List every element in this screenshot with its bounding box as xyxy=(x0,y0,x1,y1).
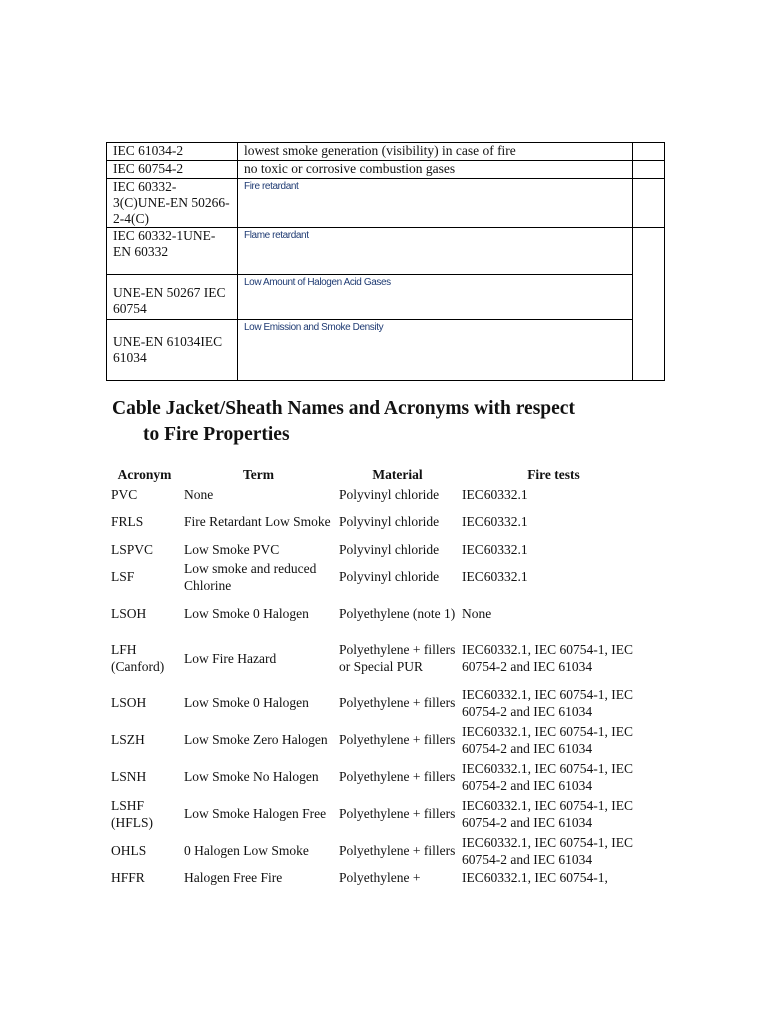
fire-tests-cell: IEC60332.1, IEC 60754-1, IEC 60754-2 and IEC 61034 xyxy=(462,686,633,719)
term-cell: Halogen Free Fire xyxy=(184,870,283,885)
acronym-cell: LSNH xyxy=(111,769,147,784)
standard-description: Low Emission and Smoke Density xyxy=(238,320,633,381)
material-cell: Polyethylene + fillers xyxy=(339,806,456,821)
table-row xyxy=(108,869,648,889)
table-row xyxy=(108,795,648,832)
acronym-cell: LSOH xyxy=(111,695,147,710)
material-cell: Polyvinyl chloride xyxy=(339,486,440,502)
fire-tests-cell: IEC60332.1, IEC 60754-1, IEC 60754-2 and IEC 61034 xyxy=(462,760,633,793)
table-row xyxy=(107,161,665,179)
term-cell: Low Smoke 0 Halogen xyxy=(184,695,309,710)
standard-description: Low Amount of Halogen Acid Gases xyxy=(238,275,633,320)
fire-tests-cell: IEC60332.1, IEC 60754-1, xyxy=(462,870,608,885)
acronym-cell: PVC xyxy=(111,486,138,502)
term-cell: 0 Halogen Low Smoke xyxy=(184,843,309,858)
acronym-cell: FRLS xyxy=(111,514,144,529)
heading-line-2: to Fire Properties xyxy=(143,424,290,445)
table-row xyxy=(108,503,648,540)
material-cell: Polyvinyl chloride xyxy=(339,514,440,529)
table-row xyxy=(108,758,648,795)
table-row xyxy=(108,595,648,632)
material-cell: Polyethylene + fillers or Special PUR xyxy=(339,642,456,674)
fire-tests-cell: IEC60332.1, IEC 60754-1, IEC 60754-2 and IEC 61034 xyxy=(462,834,633,867)
table-row xyxy=(107,179,665,228)
empty-cell xyxy=(633,179,665,228)
acronym-table xyxy=(108,465,648,889)
term-cell: Low smoke and reduced Chlorine xyxy=(184,560,317,593)
material-cell: Polyethylene (note 1) xyxy=(339,606,456,621)
table-row xyxy=(108,832,648,869)
acronym-cell: LSF xyxy=(111,569,135,584)
standard-description: Flame retardant xyxy=(238,228,633,275)
header-acronym: Acronym xyxy=(117,467,172,482)
acronym-cell: OHLS xyxy=(111,843,147,858)
empty-cell xyxy=(633,228,665,381)
fire-tests-cell: IEC60332.1, IEC 60754-1, IEC 60754-2 and IEC 61034 xyxy=(462,797,633,830)
heading-line-1: Cable Jacket/Sheath Names and Acronyms with respect xyxy=(112,398,575,419)
term-cell: Fire Retardant Low Smoke xyxy=(184,514,331,529)
acronym-cell: LSPVC xyxy=(111,541,154,557)
acronym-cell: LSHF (HFLS) xyxy=(111,797,154,830)
standard-code: IEC 60332-3(C)UNE-EN 50266-2-4(C) xyxy=(107,179,238,228)
material-cell: Polyvinyl chloride xyxy=(339,541,440,557)
table-row xyxy=(107,228,665,275)
standard-description: no toxic or corrosive combustion gases xyxy=(238,161,633,179)
standard-description: Fire retardant xyxy=(238,179,633,228)
term-cell: Low Smoke Halogen Free xyxy=(184,806,327,821)
table-header-row xyxy=(108,465,648,485)
acronym-cell: LFH (Canford) xyxy=(111,642,165,674)
acronym-cell: LSOH xyxy=(111,606,147,621)
term-cell: None xyxy=(184,486,214,502)
header-fire-tests: Fire tests xyxy=(527,467,580,482)
term-cell: Low Smoke PVC xyxy=(184,541,280,557)
table-row xyxy=(108,540,648,558)
fire-tests-cell: IEC60332.1 xyxy=(462,486,528,502)
empty-cell xyxy=(633,161,665,179)
fire-tests-cell: None xyxy=(462,606,492,621)
acronym-cell: LSZH xyxy=(111,732,145,747)
table-row xyxy=(107,275,665,320)
standard-code: IEC 60754-2 xyxy=(107,161,238,179)
fire-tests-cell: IEC60332.1, IEC 60754-1, IEC 60754-2 and IEC 61034 xyxy=(462,642,633,674)
fire-tests-cell: IEC60332.1, IEC 60754-1, IEC 60754-2 and IEC 61034 xyxy=(462,723,633,756)
table-row xyxy=(108,684,648,721)
material-cell: Polyethylene + fillers xyxy=(339,769,456,784)
term-cell: Low Smoke No Halogen xyxy=(184,769,319,784)
standard-code: IEC 61034-2 xyxy=(107,143,238,161)
material-cell: Polyethylene + fillers xyxy=(339,732,456,747)
acronym-cell: HFFR xyxy=(111,870,145,885)
header-term: Term xyxy=(243,467,274,482)
section-heading xyxy=(112,396,672,448)
term-cell: Low Smoke 0 Halogen xyxy=(184,606,309,621)
fire-tests-cell: IEC60332.1 xyxy=(462,514,528,529)
material-cell: Polyethylene + fillers xyxy=(339,695,456,710)
standard-code: IEC 60332-1UNE-EN 60332 xyxy=(107,228,238,275)
material-cell: Polyethylene + fillers xyxy=(339,843,456,858)
fire-standards-table xyxy=(106,142,665,381)
empty-cell xyxy=(633,143,665,161)
table-row xyxy=(107,143,665,161)
material-cell: Polyvinyl chloride xyxy=(339,569,440,584)
fire-tests-cell: IEC60332.1 xyxy=(462,541,528,557)
table-row xyxy=(108,485,648,503)
material-cell: Polyethylene + xyxy=(339,870,421,885)
table-row xyxy=(108,558,648,595)
table-row xyxy=(107,320,665,381)
standard-code: UNE-EN 50267 IEC 60754 xyxy=(107,275,238,320)
table-row xyxy=(108,632,648,684)
table-row xyxy=(108,721,648,758)
standard-description: lowest smoke generation (visibility) in case of fire xyxy=(238,143,633,161)
term-cell: Low Smoke Zero Halogen xyxy=(184,732,328,747)
fire-tests-cell: IEC60332.1 xyxy=(462,569,528,584)
standard-code: UNE-EN 61034IEC 61034 xyxy=(107,320,238,381)
term-cell: Low Fire Hazard xyxy=(184,650,277,666)
header-material: Material xyxy=(372,467,423,482)
